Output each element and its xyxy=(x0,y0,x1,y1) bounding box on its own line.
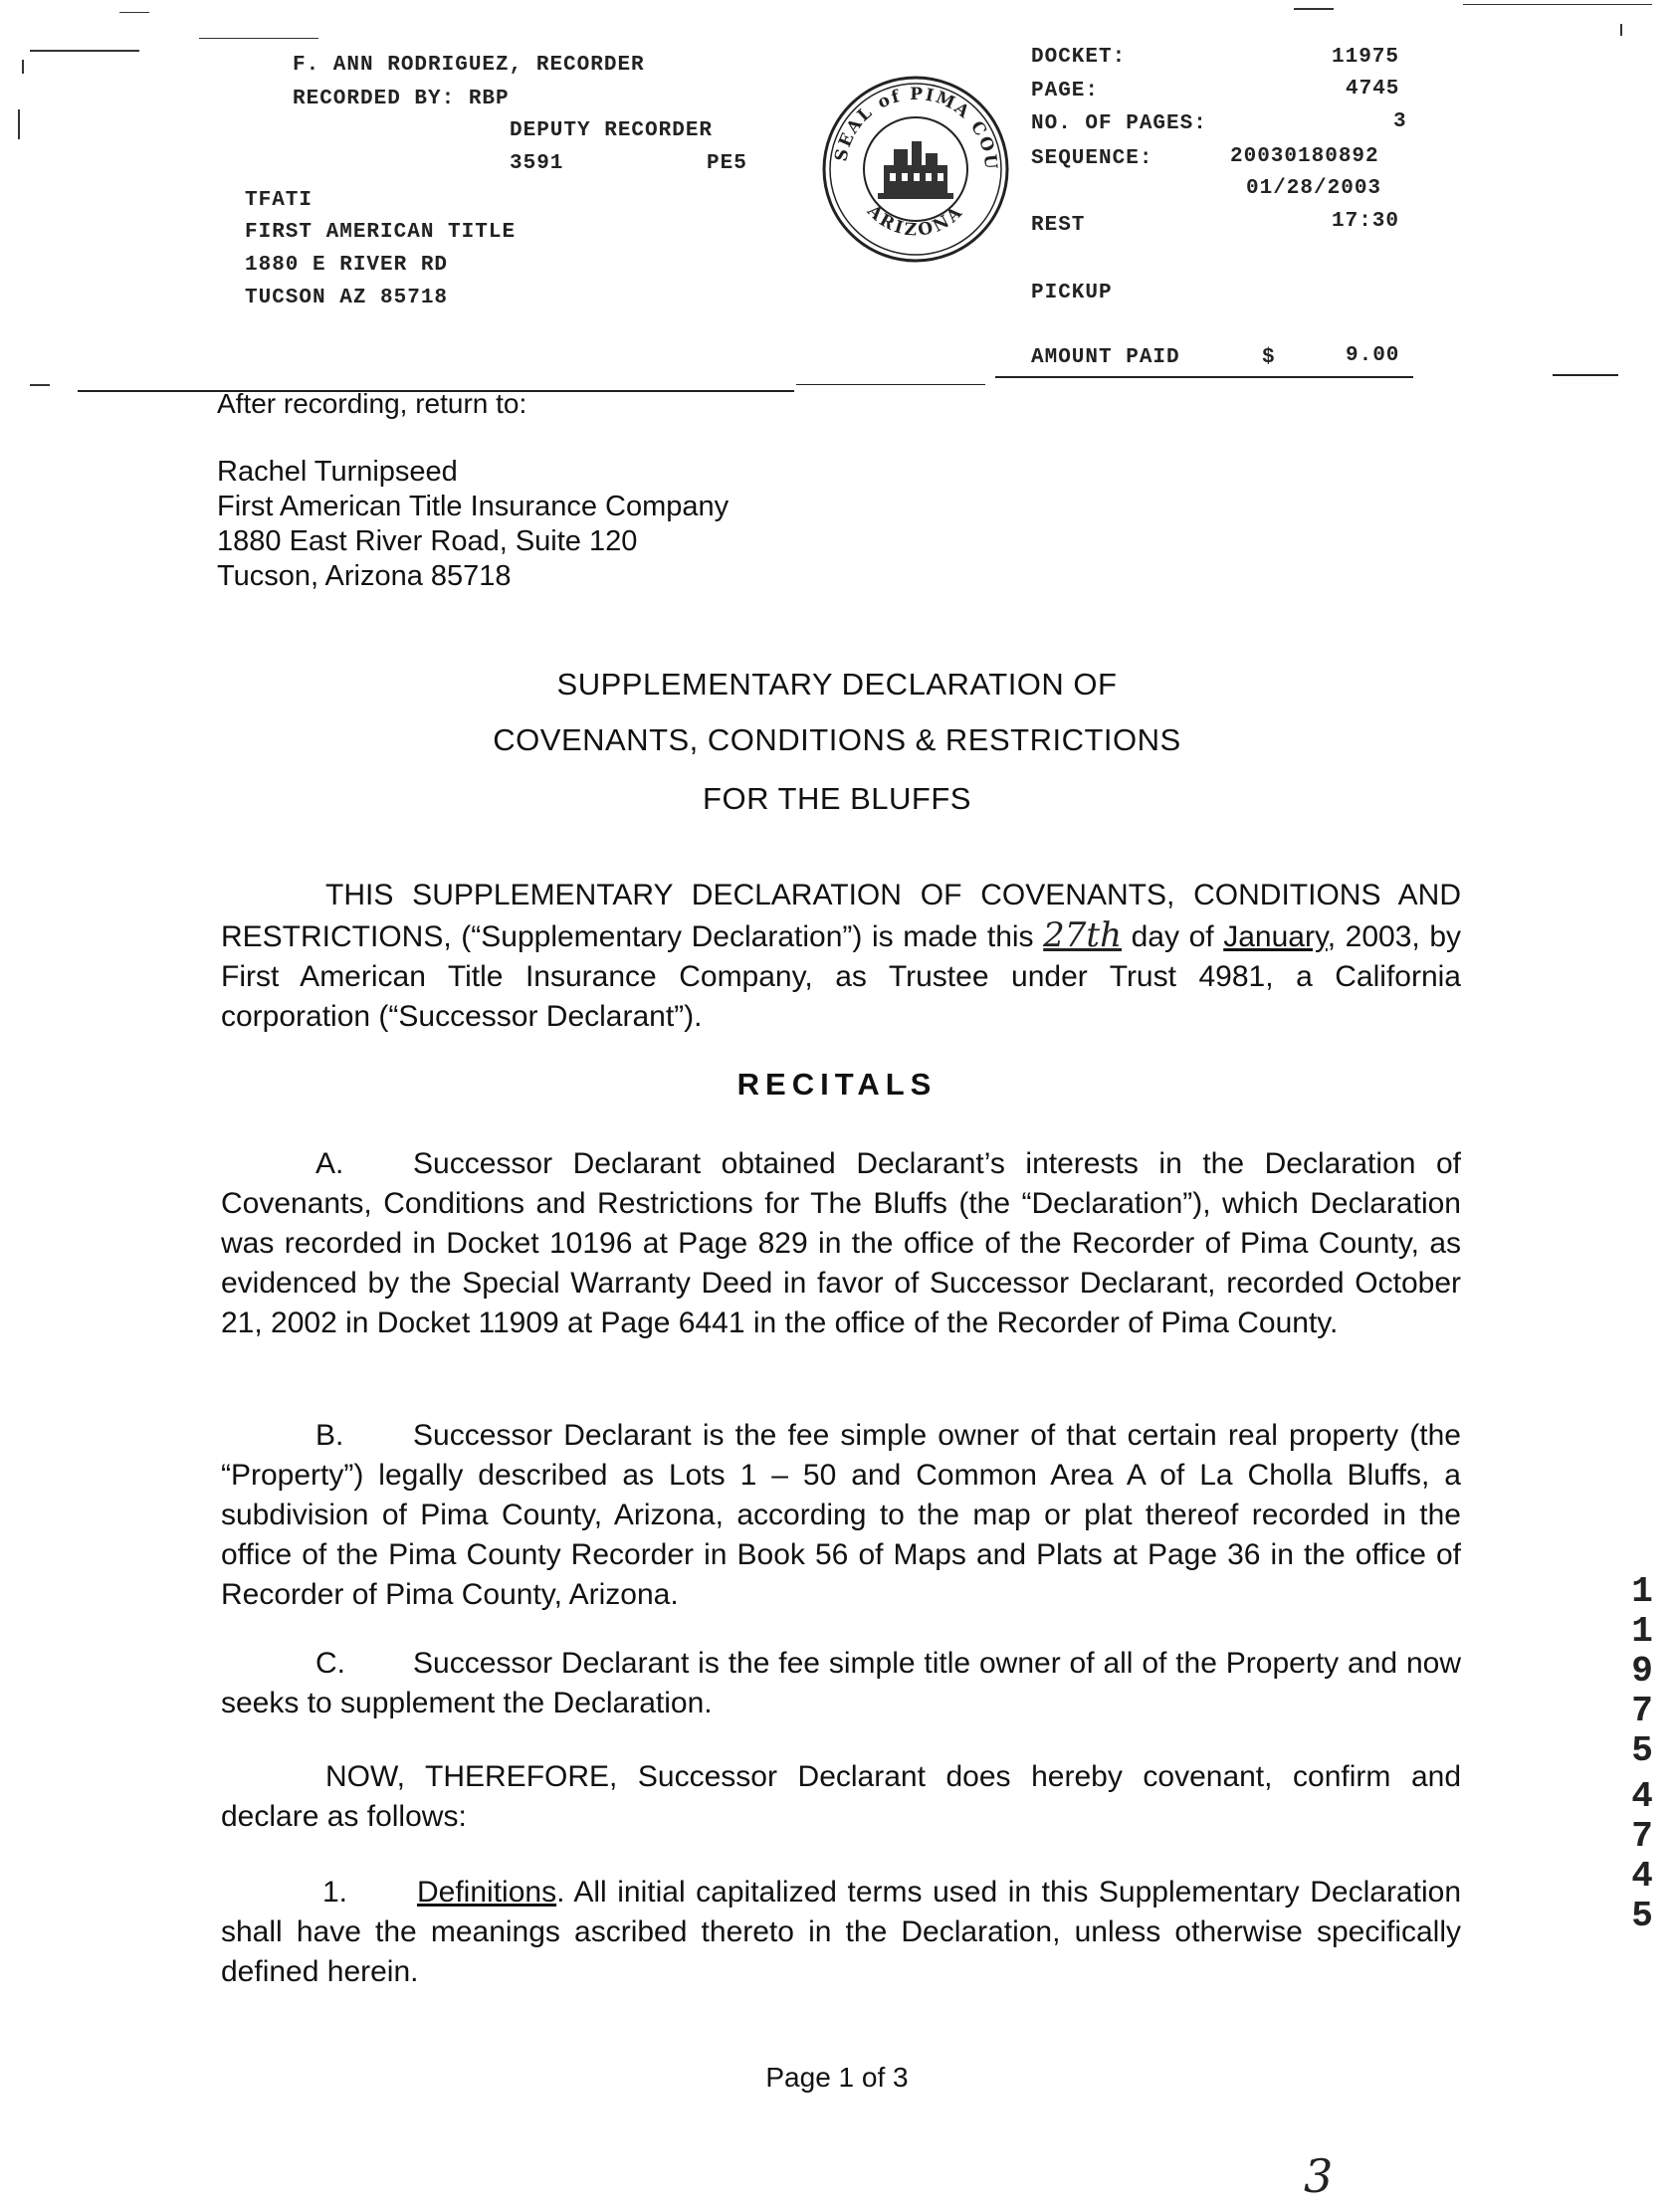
pages-label: NO. OF PAGES: xyxy=(1031,112,1207,135)
document-title-line-3: FOR THE BLUFFS xyxy=(703,781,971,816)
county-seal xyxy=(816,70,1015,269)
header-rule xyxy=(1553,374,1618,376)
now-therefore-text: NOW, THEREFORE, Successor Declarant does hereby covenant, confirm and declare as follows: xyxy=(221,1760,1461,1833)
section-1-text: . All initial capitalized terms used in this Supplementary Declaration shall have the meanings ascribed thereto in the Declaration, unless otherwise specifically defined herein. xyxy=(221,1876,1461,1988)
company-code: TFATI xyxy=(245,189,314,212)
now-therefore-paragraph xyxy=(221,1757,1461,1837)
header-rule xyxy=(796,384,985,385)
seal-graphic xyxy=(816,70,1015,269)
recital-a-text: Successor Declarant obtained Declarant’s interests in the Declaration of Covenants, Conditions and Restrictions for The Bluffs (the “Declaration”), which Declaration was recorded in Docket 10196 at Page 829 in the office of the Recorder of Pima County, as evidenced by the Special Warranty Deed in favor of Successor Declarant, recorded October 21, 2002 in Docket 11909 at Page 6441 in the office of the Recorder of Pima County. xyxy=(221,1147,1461,1339)
side-digit: 4 xyxy=(1631,1856,1653,1897)
recital-a-label: A. xyxy=(315,1147,344,1180)
intro-text-part-2: day of xyxy=(1131,920,1214,953)
amount-currency: $ xyxy=(1262,346,1276,369)
document-title-line-2: COVENANTS, CONDITIONS & RESTRICTIONS xyxy=(493,722,1181,757)
company-street: 1880 E RIVER RD xyxy=(245,254,449,277)
scan-artifact xyxy=(30,50,139,52)
svg-text:ARIZONA xyxy=(863,201,968,241)
recital-a xyxy=(221,1144,1461,1343)
side-digit: 7 xyxy=(1631,1691,1653,1731)
pages-value: 3 xyxy=(1393,110,1407,133)
side-stamp-docket xyxy=(1622,1572,1662,1771)
record-date: 01/28/2003 xyxy=(1246,177,1382,200)
deputy-number: 3591 xyxy=(510,152,564,175)
seal-building-icon xyxy=(878,141,953,199)
scan-artifact xyxy=(199,38,318,39)
handwritten-page-mark: 3 xyxy=(1304,2149,1334,2203)
section-1-number: 1. xyxy=(322,1876,348,1909)
document-title-line-1: SUPPLEMENTARY DECLARATION OF xyxy=(556,667,1118,702)
side-stamp-page xyxy=(1622,1777,1662,1936)
amount-value: 9.00 xyxy=(1346,344,1400,367)
side-digit: 4 xyxy=(1631,1776,1653,1817)
intro-month: January xyxy=(1223,920,1328,953)
seal-bottom-text: ARIZONA xyxy=(863,201,968,241)
page-number: Page 1 of 3 xyxy=(765,2062,909,2093)
recorder-name: F. ANN RODRIGUEZ, RECORDER xyxy=(293,54,645,77)
side-digit: 5 xyxy=(1631,1730,1653,1771)
seal-top-text: SEAL of PIMA COU xyxy=(831,84,1001,172)
rest-label: REST xyxy=(1031,214,1086,237)
intro-text-part-1: THIS SUPPLEMENTARY DECLARATION OF COVENANTS, CONDITIONS AND RESTRICTIONS, (“Supplementary Declaration”) is made this xyxy=(221,879,1461,953)
return-to-street: 1880 East River Road, Suite 120 xyxy=(217,525,638,557)
company-name: FIRST AMERICAN TITLE xyxy=(245,221,517,244)
deputy-recorder: DEPUTY RECORDER xyxy=(510,119,714,142)
side-digit: 5 xyxy=(1631,1896,1653,1936)
section-1-definitions xyxy=(221,1873,1461,1992)
page-label: PAGE: xyxy=(1031,80,1100,102)
side-digit: 7 xyxy=(1631,1816,1653,1857)
sequence-value: 20030180892 xyxy=(1230,145,1379,168)
scan-artifact xyxy=(18,109,20,139)
scan-artifact xyxy=(119,12,149,13)
page-value: 4745 xyxy=(1346,78,1400,101)
recital-c-text: Successor Declarant is the fee simple title owner of all of the Property and now seeks to supplement the Declaration. xyxy=(221,1647,1461,1719)
amount-paid-label: AMOUNT PAID xyxy=(1031,346,1180,369)
scan-artifact xyxy=(1294,8,1334,10)
sequence-label: SEQUENCE: xyxy=(1031,147,1153,170)
svg-text:THE SEAL of PIMA COUNTY xyxy=(816,70,1000,172)
scan-artifact xyxy=(30,384,50,386)
section-1-heading: Definitions xyxy=(417,1876,557,1909)
recital-b xyxy=(221,1416,1461,1615)
docket-label: DOCKET: xyxy=(1031,46,1127,69)
scan-artifact xyxy=(1463,4,1652,5)
return-to-heading: After recording, return to: xyxy=(217,388,527,419)
recital-c xyxy=(221,1644,1461,1723)
recorded-by: RECORDED BY: RBP xyxy=(293,88,510,110)
side-digit: 1 xyxy=(1631,1611,1653,1652)
intro-text-part-3: , 2003, by First American Title Insurance Company, as Trustee under Trust 4981, a California corporation (“Successor Declarant”). xyxy=(221,920,1462,1033)
side-digit: 9 xyxy=(1631,1651,1653,1692)
side-digit: 1 xyxy=(1631,1571,1653,1612)
return-to-name: Rachel Turnipseed xyxy=(217,456,458,488)
recital-c-label: C. xyxy=(315,1647,345,1680)
intro-paragraph xyxy=(221,876,1461,1037)
docket-value: 11975 xyxy=(1332,46,1400,69)
handwritten-day: 27th xyxy=(1043,915,1122,955)
scan-artifact xyxy=(1620,24,1622,36)
record-time: 17:30 xyxy=(1332,210,1400,233)
recital-b-text: Successor Declarant is the fee simple owner of that certain real property (the “Property”) legally described as Lots 1 – 50 and Common Area A of La Cholla Bluffs, a subdivision of Pima County, Arizona, according to the map or plat thereof recorded in the office of the Pima County Recorder in Book 56 of Maps and Plats at Page 36 in the office of Recorder of Pima County, Arizona. xyxy=(221,1419,1461,1611)
recitals-heading: RECITALS xyxy=(736,1067,938,1102)
recital-b-label: B. xyxy=(315,1419,344,1452)
return-to-company: First American Title Insurance Company xyxy=(217,491,730,522)
return-to-city: Tucson, Arizona 85718 xyxy=(217,560,512,592)
scan-artifact xyxy=(22,60,24,74)
header-rule xyxy=(995,376,1413,378)
company-city: TUCSON AZ 85718 xyxy=(245,287,449,309)
deputy-code: PE5 xyxy=(707,152,747,175)
pickup-label: PICKUP xyxy=(1031,282,1113,304)
